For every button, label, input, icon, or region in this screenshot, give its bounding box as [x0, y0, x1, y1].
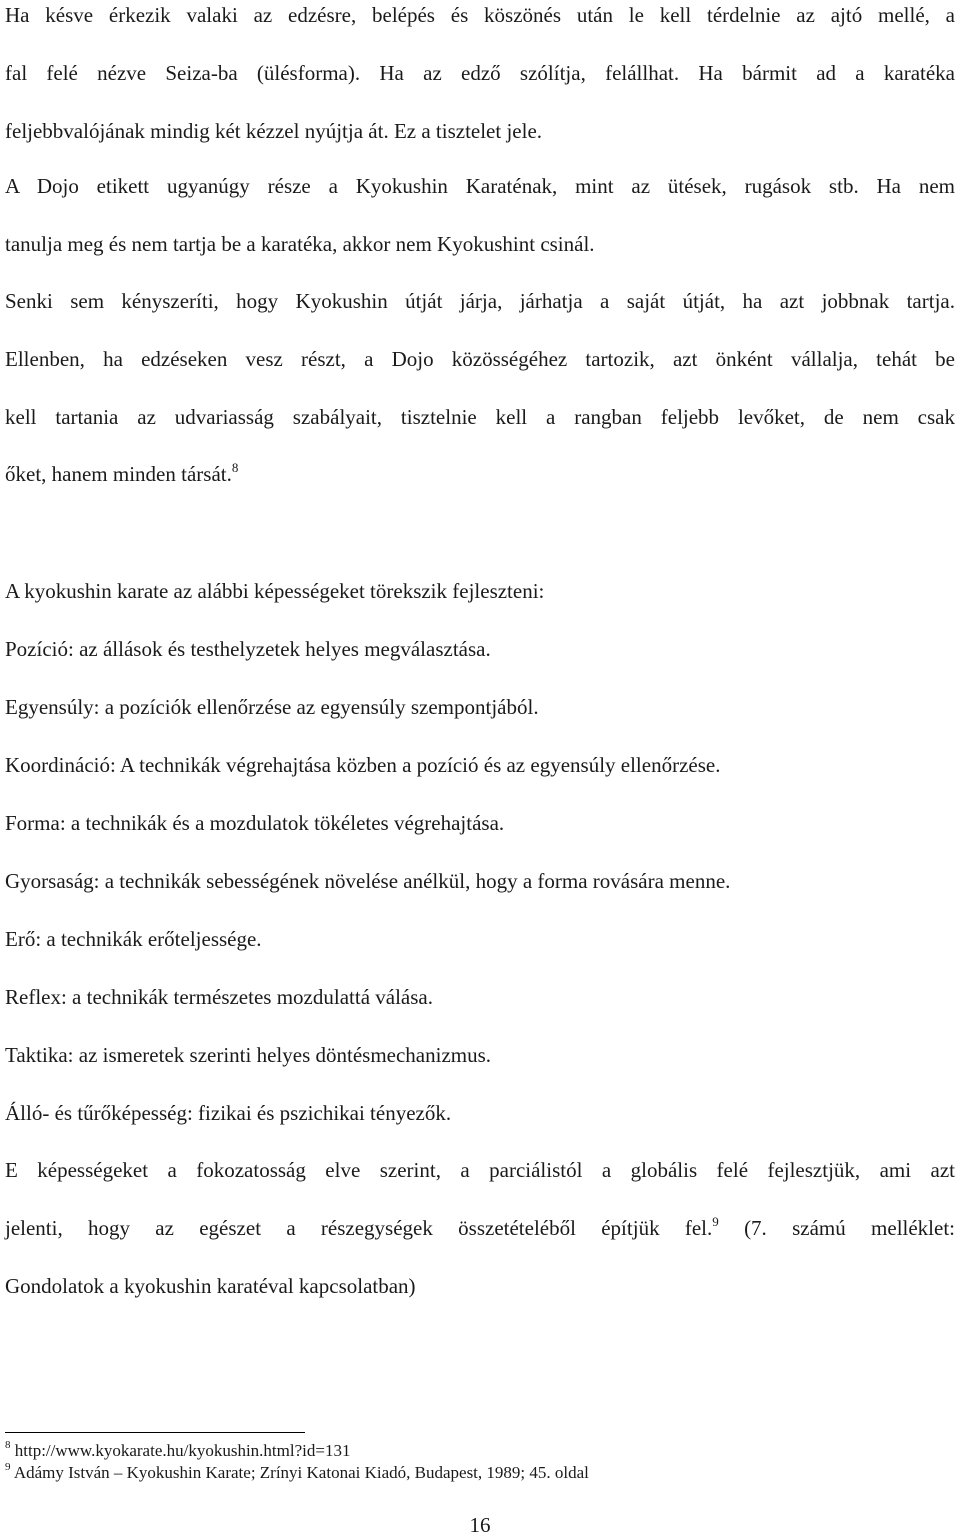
- footnote-ref-8[interactable]: 8: [231, 460, 239, 475]
- body-line-5: tanulja meg és nem tartja be a karatéka, akkor nem Kyokushint csinál.: [5, 232, 595, 256]
- skills-intro: A kyokushin karate az alábbi képességeket törekszik fejleszteni:: [5, 579, 545, 603]
- skill-position: Pozíció: az állások és testhelyzetek helyes megválasztása.: [5, 637, 491, 661]
- footnote-9-text: Adámy István – Kyokushin Karate; Zrínyi Katonai Kiadó, Budapest, 1989; 45. oldal: [13, 1463, 589, 1482]
- skill-coordination: Koordináció: A technikák végrehajtása közben a pozíció és az egyensúly ellenőrzése.: [5, 753, 721, 777]
- footnote-9-number: 9: [5, 1461, 11, 1473]
- skill-form: Forma: a technikák és a mozdulatok tökéletes végrehajtása.: [5, 811, 505, 835]
- body-line-6: Senki sem kényszeríti, hogy Kyokushin útját járja, járhatja a saját útját, ha azt jobbnak tartja.: [5, 289, 955, 313]
- skill-strength: Erő: a technikák erőteljessége.: [5, 927, 262, 951]
- body-line-21-text: jelenti, hogy az egészet a részegységek összetételéből építjük fel.: [5, 1216, 713, 1240]
- footnote-9: [5, 1462, 589, 1484]
- body-line-21: [5, 1213, 955, 1243]
- body-line-21-annex: (7. számú melléklet:: [744, 1216, 956, 1240]
- body-line-8: kell tartania az udvariasság szabályait, tisztelnie kell a rangban feljebb levőket, de nem csak: [5, 405, 955, 429]
- skill-speed: Gyorsaság: a technikák sebességének növelése anélkül, hogy a forma rovására menne.: [5, 869, 731, 893]
- footnote-8-link[interactable]: http://www.kyokarate.hu/kyokushin.html?id=131: [14, 1441, 351, 1460]
- footnote-ref-9[interactable]: 9: [712, 1214, 719, 1229]
- footnote-separator: [5, 1432, 305, 1433]
- body-line-1: Ha késve érkezik valaki az edzésre, belépés és köszönés után le kell térdelnie az ajtó mellé, a: [5, 3, 955, 27]
- body-line-2: fal felé nézve Seiza-ba (ülésforma). Ha az edző szólítja, felállhat. Ha bármit ad a karatéka: [5, 61, 955, 85]
- footnote-8-number: 8: [5, 1439, 11, 1451]
- skill-balance: Egyensúly: a pozíciók ellenőrzése az egyensúly szempontjából.: [5, 695, 539, 719]
- skill-tactics: Taktika: az ismeretek szerinti helyes döntésmechanizmus.: [5, 1043, 492, 1067]
- page-number: 16: [469, 1513, 491, 1537]
- skill-endurance: Álló- és tűrőképesség: fizikai és pszichikai tényezők.: [5, 1101, 452, 1125]
- body-line-9: [5, 459, 955, 489]
- skill-reflex: Reflex: a technikák természetes mozdulattá válása.: [5, 985, 433, 1009]
- footnote-8: [5, 1440, 350, 1462]
- body-line-7: Ellenben, ha edzéseken vesz részt, a Dojo közösségéhez tartozik, azt önként vállalja, tehát be: [5, 347, 955, 371]
- body-line-3: feljebbvalójának mindig két kézzel nyújtja át. Ez a tisztelet jele.: [5, 119, 543, 143]
- body-line-9-text: őket, hanem minden társát.: [5, 462, 232, 486]
- body-line-4: A Dojo etikett ugyanúgy része a Kyokushin Karaténak, mint az ütések, rugások stb. Ha nem: [5, 174, 955, 198]
- body-line-20: E képességeket a fokozatosság elve szerint, a parciálistól a globális felé fejlesztjük, ami azt: [5, 1158, 955, 1182]
- body-line-22: Gondolatok a kyokushin karatéval kapcsolatban): [5, 1274, 416, 1298]
